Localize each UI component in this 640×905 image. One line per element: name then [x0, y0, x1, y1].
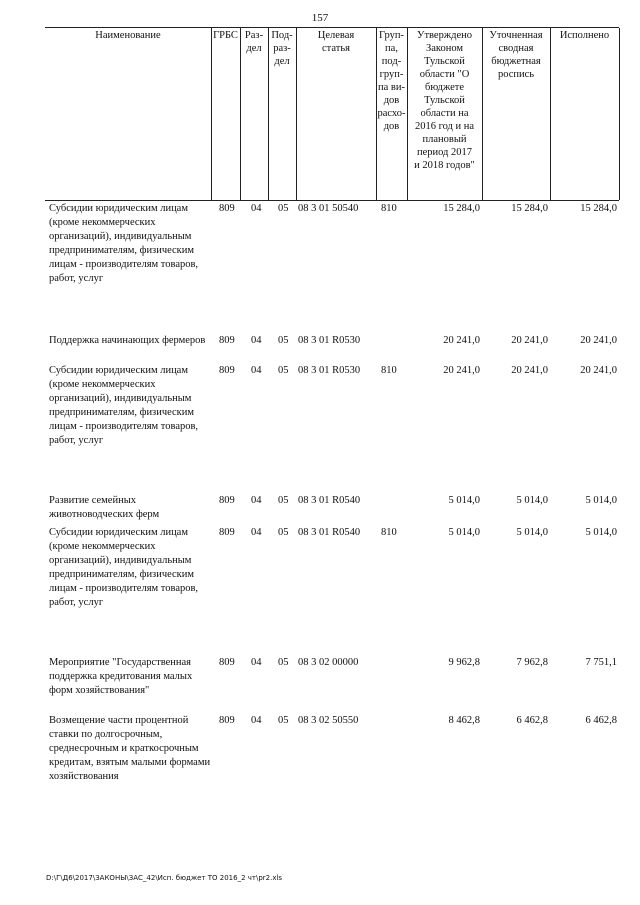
row-refined: 5 014,0 [516, 495, 548, 506]
row-podrazdel: 05 [278, 715, 289, 726]
row-target: 08 3 01 R0540 [298, 495, 361, 506]
header-razdel: Раз- дел [244, 30, 264, 54]
row-grbs: 809 [219, 335, 235, 346]
row-podrazdel: 05 [278, 657, 289, 668]
row-podrazdel: 05 [278, 335, 289, 346]
row-razdel: 04 [251, 657, 262, 668]
row-name: Развитие семейных животноводческих ферм [49, 495, 160, 520]
row-refined: 20 241,0 [511, 335, 548, 346]
header-target: Целевая статья [317, 30, 355, 54]
row-approved: 5 014,0 [448, 527, 480, 538]
row-podrazdel: 05 [278, 495, 289, 506]
table-header [45, 27, 619, 201]
row-razdel: 04 [251, 203, 262, 214]
row-grbs: 809 [219, 203, 235, 214]
row-razdel: 04 [251, 527, 262, 538]
row-refined: 15 284,0 [511, 203, 548, 214]
page-number: 157 [311, 12, 329, 24]
row-target: 08 3 01 50540 [298, 203, 359, 214]
row-name: Субсидии юридическим лицам (кроме некоммерческих организаций), индивидуальным предпринимателям, физическим лицам - производителям товаров, работ, услуг [49, 203, 199, 284]
header-refined: Уточненная сводная бюджетная роспись [489, 30, 543, 80]
row-refined: 7 962,8 [516, 657, 548, 668]
row-executed: 5 014,0 [585, 495, 617, 506]
row-group: 810 [381, 527, 397, 538]
divider [619, 28, 620, 200]
row-approved: 20 241,0 [443, 365, 480, 376]
row-approved: 5 014,0 [448, 495, 480, 506]
row-refined: 20 241,0 [511, 365, 548, 376]
row-name: Поддержка начинающих фермеров [49, 335, 206, 346]
row-name: Субсидии юридическим лицам (кроме некоммерческих организаций), индивидуальным предпринимателям, физическим лицам - производителям товаров, работ, услуг [49, 527, 199, 608]
file-path-footer: D:\Г\Д6\2017\ЗАКОНЫ\ЗАС_42\Исп. бюджет ТО 2016_2 чт\pr2.xls [46, 874, 283, 882]
row-executed: 5 014,0 [585, 527, 617, 538]
row-approved: 15 284,0 [443, 203, 480, 214]
row-executed: 15 284,0 [580, 203, 617, 214]
row-target: 08 3 01 R0530 [298, 335, 361, 346]
row-executed: 20 241,0 [580, 365, 617, 376]
row-grbs: 809 [219, 657, 235, 668]
row-grbs: 809 [219, 527, 235, 538]
header-podrazdel: Под- раз- дел [271, 30, 293, 67]
row-name: Субсидии юридическим лицам (кроме некоммерческих организаций), индивидуальным предпринимателям, физическим лицам - производителям товаров, работ, услуг [49, 365, 199, 446]
row-razdel: 04 [251, 365, 262, 376]
row-grbs: 809 [219, 495, 235, 506]
row-approved: 8 462,8 [448, 715, 480, 726]
row-target: 08 3 02 00000 [298, 657, 359, 668]
row-razdel: 04 [251, 495, 262, 506]
header-approved: Утверждено Законом Тульской области "О бюджете Тульской области на 2016 год и на плановый период 2017 и 2018 годов" [414, 30, 475, 171]
row-refined: 5 014,0 [516, 527, 548, 538]
row-group: 810 [381, 365, 397, 376]
row-podrazdel: 05 [278, 365, 289, 376]
row-podrazdel: 05 [278, 203, 289, 214]
row-target: 08 3 01 R0530 [298, 365, 361, 376]
row-razdel: 04 [251, 335, 262, 346]
row-refined: 6 462,8 [516, 715, 548, 726]
header-name: Наименование [95, 30, 161, 41]
row-target: 08 3 02 50550 [298, 715, 359, 726]
row-executed: 6 462,8 [585, 715, 617, 726]
row-target: 08 3 01 R0540 [298, 527, 361, 538]
row-grbs: 809 [219, 715, 235, 726]
row-name: Возмещение части процентной ставки по долгосрочным, среднесрочным и краткосрочным кредитам, взятым малыми формами хозяйствования [49, 715, 211, 782]
row-grbs: 809 [219, 365, 235, 376]
header-group: Груп- па, под- груп- па ви- дов расхо- дов [377, 30, 406, 132]
header-grbs: ГРБС [213, 30, 238, 41]
row-group: 810 [381, 203, 397, 214]
row-approved: 9 962,8 [448, 657, 480, 668]
row-razdel: 04 [251, 715, 262, 726]
row-executed: 7 751,1 [585, 657, 617, 668]
row-podrazdel: 05 [278, 527, 289, 538]
row-approved: 20 241,0 [443, 335, 480, 346]
header-executed: Исполнено [559, 30, 610, 41]
row-executed: 20 241,0 [580, 335, 617, 346]
row-name: Мероприятие "Государственная поддержка кредитования малых форм хозяйствования" [49, 657, 193, 696]
